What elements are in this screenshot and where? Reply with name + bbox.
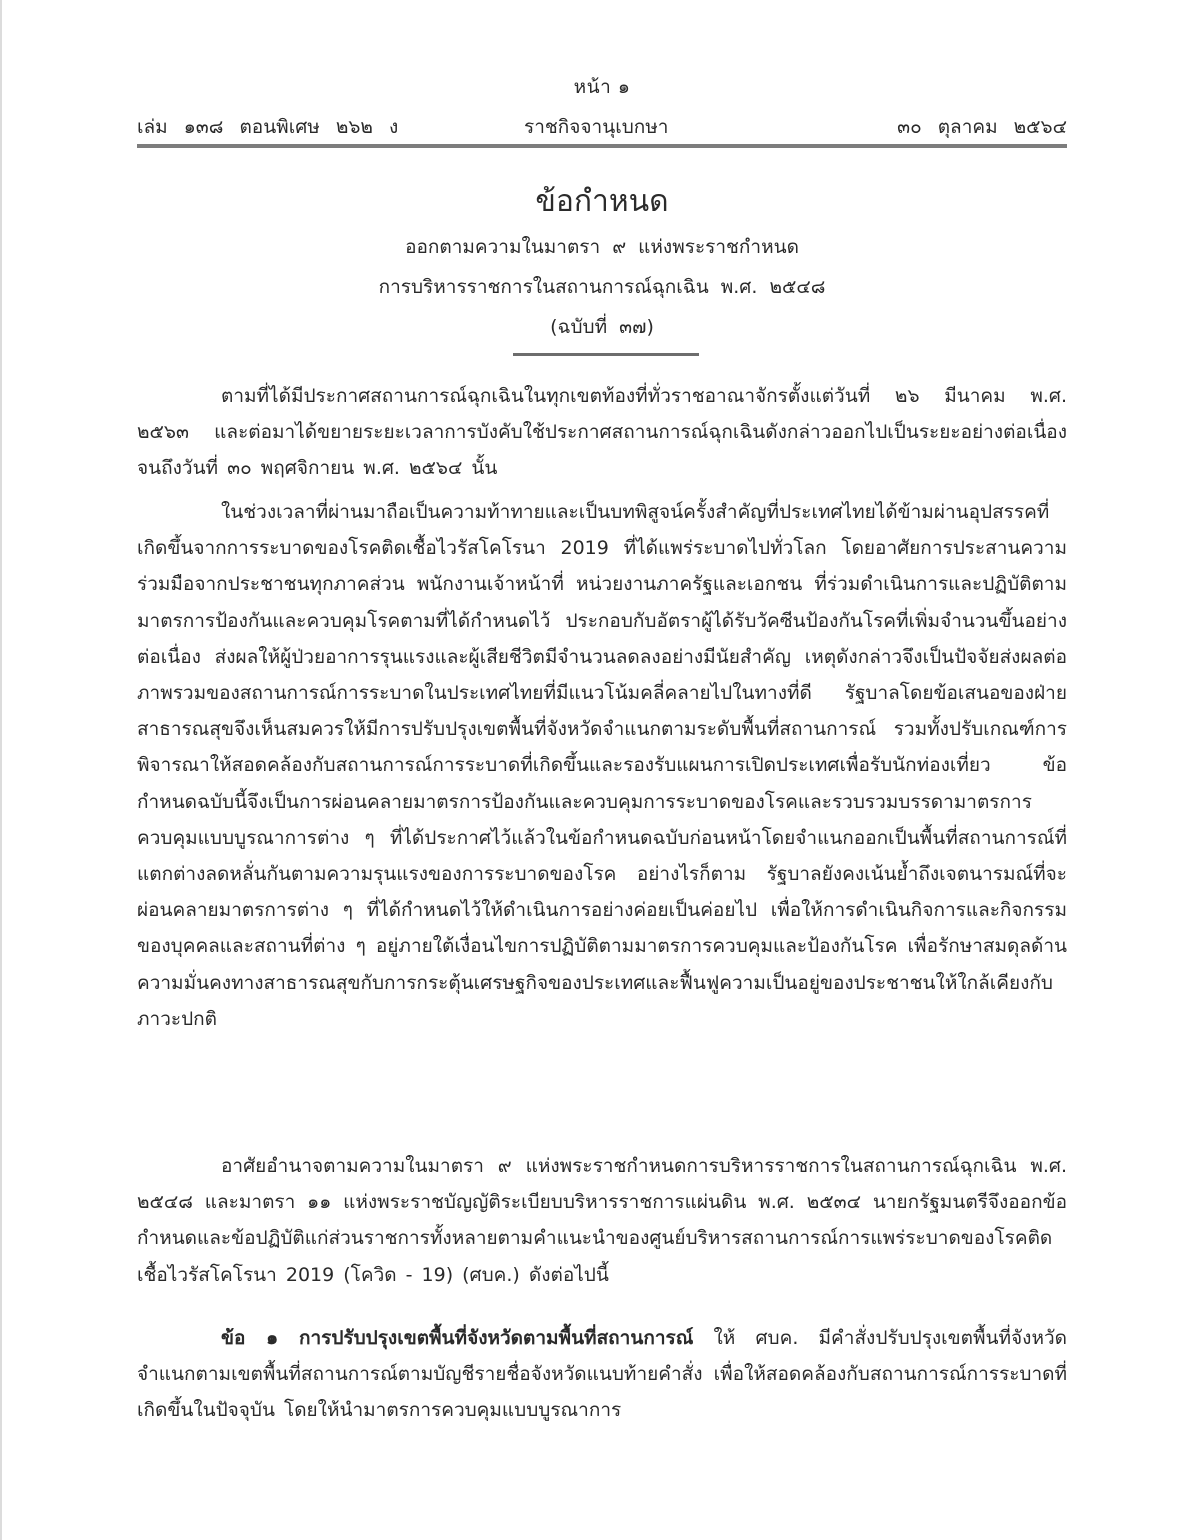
body-paragraph-3 [137, 1148, 1067, 1293]
paragraph-text: อาศัยอำนาจตามความในมาตรา ๙ แห่งพระราชกำหนดการบริหารราชการในสถานการณ์ฉุกเฉิน พ.ศ. ๒๕๔๘ และมาตรา ๑๑ แห่งพระราชบัญญัติระเบียบบริหารราชการแผ่นดิน พ.ศ. ๒๕๓๔ นายกรัฐมนตรีจึงออกข้อกำหนดและข้อปฏิบัติแก่ส่วนราชการทั้งหลายตามคำแนะนำของศูนย์บริหารสถานการณ์การแพร่ระบาดของโรคติดเชื้อไวรัสโคโรนา 2019 (โควิด - 19) (ศบค.) ดังต่อไปนี้ [137, 1155, 1067, 1286]
clause-1 [137, 1320, 1067, 1429]
body-paragraph-2 [137, 494, 1067, 1037]
clause-1-paragraph [137, 1320, 1067, 1429]
page-number: หน้า ๑ [573, 76, 631, 98]
header-divider [137, 144, 1067, 148]
document-issue-number: (ฉบับที่ ๓๗) [550, 316, 654, 338]
volume-info: เล่ม ๑๓๘ ตอนพิเศษ ๒๖๒ ง [137, 116, 399, 138]
publication-name: ราชกิจจานุเบกษา [524, 116, 669, 138]
clause-1-text: ให้ ศบค. มีคำสั่งปรับปรุงเขตพื้นที่จังหวัดจำแนกตามเขตพื้นที่สถานการณ์ตามบัญชีรายชื่อจังหวัดแนบท้ายคำสั่ง เพื่อให้สอดคล้องกับสถานการณ์การระบาดที่เกิดขึ้นในปัจจุบัน โดยให้นำมาตรการควบคุมแบบบูรณาการ [137, 1327, 1067, 1422]
clause-1-heading: ข้อ ๑ การปรับปรุงเขตพื้นที่จังหวัดตามพื้นที่สถานการณ์ [221, 1327, 694, 1349]
publication-date: ๓๐ ตุลาคม ๒๕๖๔ [897, 116, 1067, 138]
document-subtitle-1: ออกตามความในมาตรา ๙ แห่งพระราชกำหนด [405, 236, 799, 258]
page-edge [0, 0, 2, 1540]
gazette-header [137, 112, 1067, 142]
paragraph-text: ในช่วงเวลาที่ผ่านมาถือเป็นความท้าทายและเป็นบทพิสูจน์ครั้งสำคัญที่ประเทศไทยได้ข้ามผ่านอุปสรรคที่เกิดขึ้นจากการระบาดของโรคติดเชื้อไวรัสโคโรนา 2019 ที่ได้แพร่ระบาดไปทั่วโลก โดยอาศัยการประสานความร่วมมือจากประชาชนทุกภาคส่วน พนักงานเจ้าหน้าที่ หน่วยงานภาครัฐและเอกชน ที่ร่วมดำเนินการและปฏิบัติตามมาตรการป้องกันและควบคุมโรคตามที่ได้กำหนดไว้ ประกอบกับอัตราผู้ได้รับวัคซีนป้องกันโรคที่เพิ่มจำนวนขึ้นอย่างต่อเนื่อง ส่งผลให้ผู้ป่วยอาการรุนแรงและผู้เสียชีวิตมีจำนวนลดลงอย่างมีนัยสำคัญ เหตุดังกล่าวจึงเป็นปัจจัยส่งผลต่อภาพรวมของสถานการณ์การระบาดในประเทศไทยที่มีแนวโน้มคลี่คลายไปในทางที่ดี รัฐบาลโดยข้อเสนอของฝ่ายสาธารณสุขจึงเห็นสมควรให้มีการปรับปรุงเขตพื้นที่จังหวัดจำแนกตามระดับพื้นที่สถานการณ์ รวมทั้งปรับเกณฑ์การพิจารณาให้สอดคล้องกับสถานการณ์การระบาดที่เกิดขึ้นและรองรับแผนการเปิดประเทศเพื่อรับนักท่องเที่ยว ข้อกำหนดฉบับนี้จึงเป็นการผ่อนคลายมาตรการป้องกันและควบคุมการระบาดของโรคและรวบรวมบรรดามาตรการควบคุมแบบบูรณาการต่าง ๆ ที่ได้ประกาศไว้แล้วในข้อกำหนดฉบับก่อนหน้าโดยจำแนกออกเป็นพื้นที่สถานการณ์ที่แตกต่างลดหลั่นกันตามความรุนแรงของการระบาดของโรค อย่างไรก็ตาม รัฐบาลยังคงเน้นย้ำถึงเจตนารมณ์ที่จะผ่อนคลายมาตรการต่าง ๆ ที่ได้กำหนดไว้ให้ดำเนินการอย่างค่อยเป็นค่อยไป เพื่อให้การดำเนินกิจการและกิจกรรมของบุคคลและสถานที่ต่าง ๆ อยู่ภายใต้เงื่อนไขการปฏิบัติตามมาตรการควบคุมและป้องกันโรค เพื่อรักษาสมดุลด้านความมั่นคงทางสาธารณสุขกับการกระตุ้นเศรษฐกิจของประเทศและฟื้นฟูความเป็นอยู่ของประชาชนให้ใกล้เคียงกับภาวะปกติ [137, 501, 1067, 1030]
document-title: ข้อกำหนด [535, 184, 669, 219]
document-subtitle-2: การบริหารราชการในสถานการณ์ฉุกเฉิน พ.ศ. ๒๕๔๘ [378, 276, 826, 298]
body-paragraph-1 [137, 378, 1067, 487]
title-divider [513, 353, 699, 356]
paragraph-text: ตามที่ได้มีประกาศสถานการณ์ฉุกเฉินในทุกเขตท้องที่ทั่วราชอาณาจักรตั้งแต่วันที่ ๒๖ มีนาคม พ.ศ. ๒๕๖๓ และต่อมาได้ขยายระยะเวลาการบังคับใช้ประกาศสถานการณ์ฉุกเฉินดังกล่าวออกไปเป็นระยะอย่างต่อเนื่องจนถึงวันที่ ๓๐ พฤศจิกายน พ.ศ. ๒๕๖๔ นั้น [137, 385, 1067, 480]
